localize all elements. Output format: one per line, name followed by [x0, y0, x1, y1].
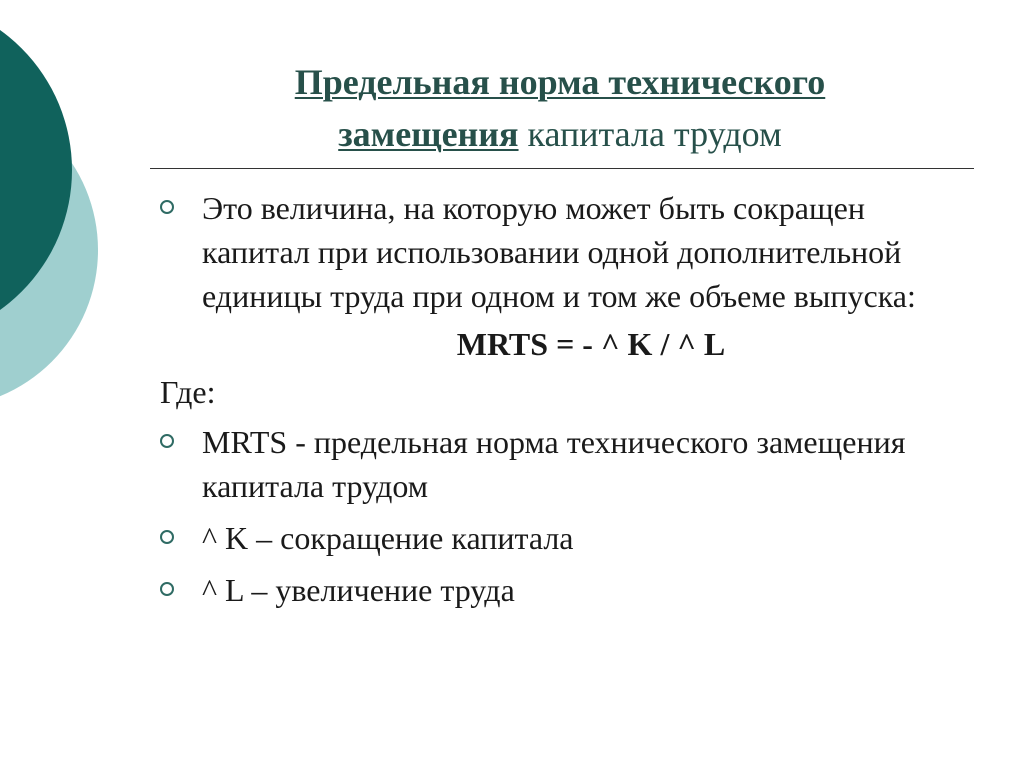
slide-title	[150, 56, 970, 160]
decorative-circles	[0, 0, 110, 767]
circle-bullet-icon	[160, 434, 174, 448]
term-text: ^ K – сокращение капитала	[202, 520, 574, 556]
bullet-term-mrts	[160, 420, 980, 508]
term-text: MRTS - предельная норма технического замещения капитала трудом	[202, 424, 906, 504]
definition-text: Это величина, на которую может быть сокращен капитал при использовании одной дополнительной единицы труда при одном и том же объеме выпуска:	[202, 190, 916, 314]
title-line-2	[150, 108, 970, 160]
bullet-term-k	[160, 516, 980, 560]
circle-bullet-icon	[160, 200, 174, 214]
title-rest: капитала трудом	[527, 114, 782, 154]
circle-bullet-icon	[160, 530, 174, 544]
bullet-definition	[160, 186, 980, 318]
formula: MRTS = - ^ K / ^ L	[456, 326, 726, 362]
circle-bullet-icon	[160, 582, 174, 596]
title-bold-word: замещения	[338, 114, 519, 154]
slide-body	[160, 186, 980, 612]
bullet-term-l	[160, 568, 980, 612]
term-text: ^ L – увеличение труда	[202, 572, 515, 608]
where-label: Где:	[160, 374, 216, 410]
title-line-1: Предельная норма технического	[294, 62, 826, 102]
title-divider	[150, 168, 974, 169]
